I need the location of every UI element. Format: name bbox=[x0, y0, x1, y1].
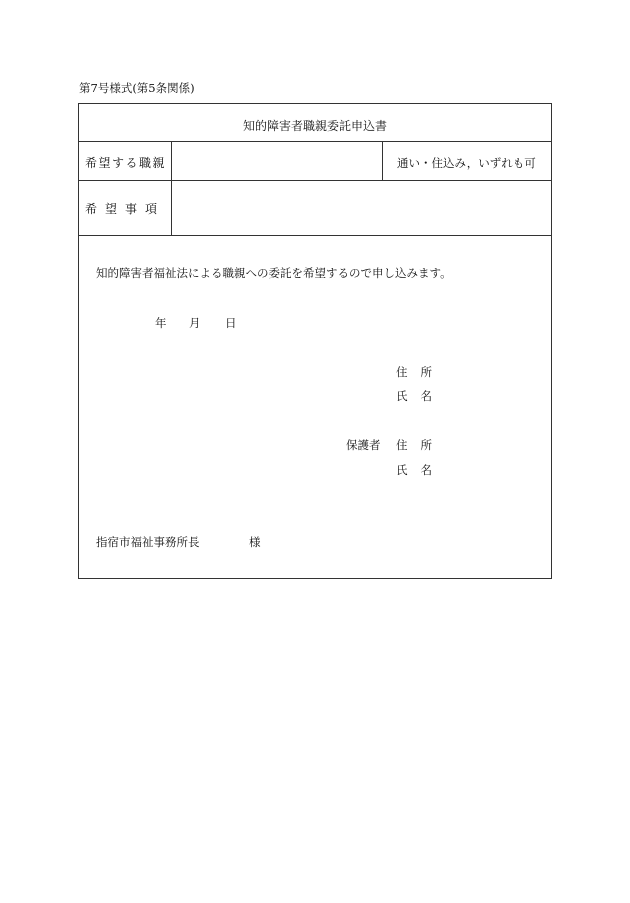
applicant-name-label: 氏名 bbox=[396, 389, 445, 403]
form-title-row bbox=[79, 104, 551, 142]
commute-note: 通い・住込み，いずれも可 bbox=[397, 156, 536, 170]
requests-label: 希望事項 bbox=[85, 202, 166, 216]
form-number: 第7号様式(第5条関係) bbox=[79, 81, 195, 95]
requests-label-cell bbox=[79, 181, 172, 235]
desired-employer-label-cell bbox=[79, 142, 172, 180]
honorific: 様 bbox=[249, 535, 261, 549]
date-month-label: 月 bbox=[189, 316, 201, 330]
date-day-label: 日 bbox=[225, 316, 237, 330]
application-form bbox=[78, 103, 552, 579]
application-statement: 知的障害者福祉法による職親への委託を希望するので申し込みます。 bbox=[96, 266, 452, 280]
desired-employer-row bbox=[79, 142, 551, 181]
guardian-name-label: 氏名 bbox=[396, 463, 445, 477]
date-year-label: 年 bbox=[155, 316, 167, 330]
guardian-address-label: 住所 bbox=[396, 438, 445, 452]
requests-row bbox=[79, 181, 551, 236]
desired-employer-label: 希望する職親 bbox=[85, 156, 167, 170]
commute-note-cell bbox=[383, 142, 551, 180]
requests-field[interactable] bbox=[172, 181, 551, 235]
guardian-label: 保護者 bbox=[346, 438, 381, 452]
applicant-address-label: 住所 bbox=[396, 365, 445, 379]
desired-employer-field[interactable] bbox=[172, 142, 383, 180]
addressee: 指宿市福祉事務所長 bbox=[96, 535, 200, 549]
form-title: 知的障害者職親委託申込書 bbox=[242, 119, 387, 133]
